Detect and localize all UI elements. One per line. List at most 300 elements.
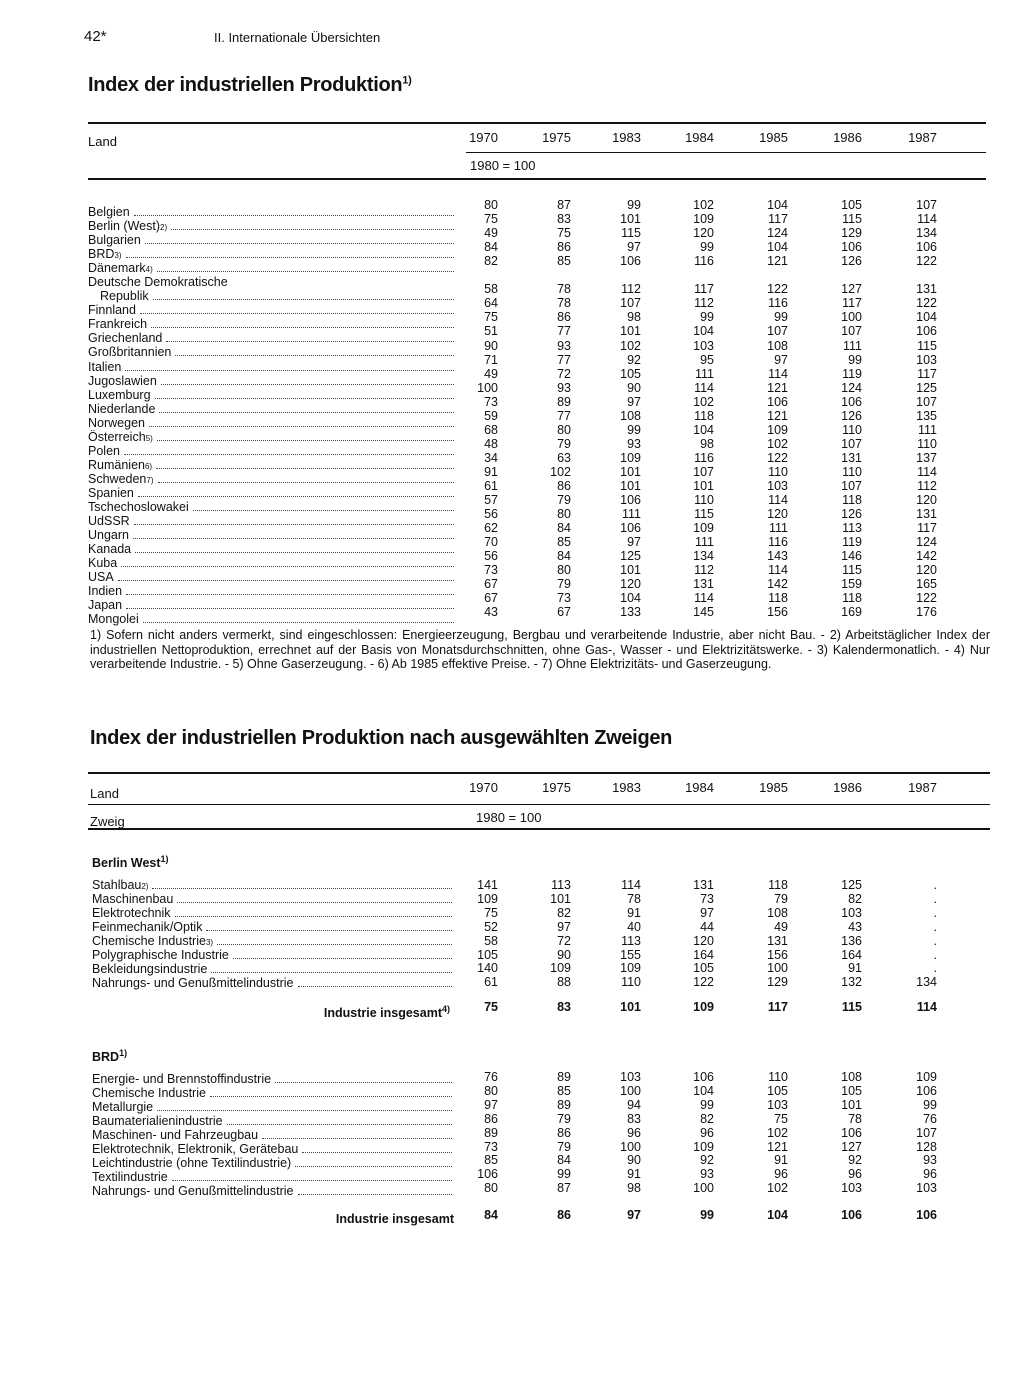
table-cell: 141 xyxy=(477,878,498,892)
table1-title xyxy=(88,74,411,97)
year-header-1984: 1984 xyxy=(685,780,714,795)
table-cell: 106 xyxy=(477,1167,498,1182)
table-cell: 118 xyxy=(694,408,714,423)
table-cell: 165 xyxy=(916,577,937,592)
row-label-text: Norwegen xyxy=(88,415,145,430)
dot-leader xyxy=(134,524,454,525)
row-label-text: Nahrungs- und Genußmittelindustrie xyxy=(92,1184,294,1199)
dot-leader xyxy=(175,916,452,917)
row-footnote-mark: 3) xyxy=(205,938,214,948)
table2-col-label2: Zweig xyxy=(90,814,125,829)
table-cell: 156 xyxy=(767,947,788,962)
table-cell: 62 xyxy=(484,521,498,536)
dot-leader xyxy=(159,412,454,413)
table-cell: . xyxy=(933,878,937,892)
table-cell: . xyxy=(933,919,937,934)
row-label-text: Österreich xyxy=(88,429,146,444)
table-cell: 80 xyxy=(484,1083,498,1098)
table-cell: 84 xyxy=(557,549,571,564)
table-cell: 118 xyxy=(842,493,862,508)
table-cell: 136 xyxy=(841,933,862,948)
row-label-text: Dänemark xyxy=(88,261,146,276)
table-cell: 129 xyxy=(767,975,788,990)
table-cell: 78 xyxy=(557,282,571,297)
table-cell: 77 xyxy=(557,408,571,423)
group1-heading-text: Berlin West xyxy=(92,856,161,871)
row-label-text: USA xyxy=(88,570,114,585)
row-label xyxy=(88,486,460,500)
table1-base: 1980 = 100 xyxy=(470,158,536,173)
table-cell: 90 xyxy=(557,947,571,962)
table-cell: 103 xyxy=(620,1070,641,1084)
table-cell: 126 xyxy=(841,408,862,423)
table-cell: 91 xyxy=(848,961,862,976)
row-label xyxy=(88,612,460,626)
table-cell: 82 xyxy=(484,254,498,269)
table-cell: 99 xyxy=(557,1167,571,1182)
table-cell: 134 xyxy=(916,226,937,241)
table-cell: 99 xyxy=(774,310,788,325)
table-cell: 59 xyxy=(484,408,498,423)
table-cell: 104 xyxy=(693,422,714,437)
row-label-text: Rumänien xyxy=(88,457,145,472)
table-cell: 100 xyxy=(620,1083,641,1098)
table-cell: 72 xyxy=(557,366,571,381)
table-cell: 97 xyxy=(484,1097,498,1112)
table-cell: 96 xyxy=(774,1167,788,1182)
table-cell: 111 xyxy=(842,338,862,353)
row-label xyxy=(92,948,458,962)
table-cell: 120 xyxy=(693,226,714,241)
row-label xyxy=(88,331,460,345)
table-cell: 120 xyxy=(620,577,641,592)
table-cell: 107 xyxy=(620,296,641,311)
table-cell: 49 xyxy=(484,226,498,241)
table-cell: 68 xyxy=(484,422,498,437)
group2-heading-text: BRD xyxy=(92,1050,120,1065)
table-cell: 176 xyxy=(916,605,937,620)
row-label-text: UdSSR xyxy=(88,514,130,529)
row-label xyxy=(92,1086,458,1100)
dot-leader xyxy=(298,1194,453,1195)
table-cell: 98 xyxy=(700,436,714,451)
table-cell: 89 xyxy=(484,1125,498,1140)
table1-col-label: Land xyxy=(88,134,117,149)
table-cell: 118 xyxy=(768,878,788,892)
dot-leader xyxy=(211,972,452,973)
row-label-text: Deutsche Demokratische xyxy=(88,275,228,290)
running-head: II. Internationale Übersichten xyxy=(214,30,381,45)
table-cell: 97 xyxy=(627,394,641,409)
table-cell: 169 xyxy=(841,605,862,620)
table-cell: 86 xyxy=(557,479,571,493)
row-footnote-mark: 5) xyxy=(145,433,153,443)
table-cell: 115 xyxy=(842,212,862,227)
table-cell: . xyxy=(933,947,937,962)
table1-year-rule xyxy=(466,152,986,153)
dot-leader xyxy=(118,580,454,581)
table-cell: 113 xyxy=(551,878,571,892)
table-cell: 114 xyxy=(768,563,788,578)
table-cell: 102 xyxy=(620,338,641,353)
table-cell: 107 xyxy=(767,324,788,339)
table-cell: 121 xyxy=(767,408,788,423)
table-cell: 122 xyxy=(916,254,937,269)
table-cell: 94 xyxy=(627,1097,641,1112)
dot-leader xyxy=(172,1180,452,1181)
table-cell: 125 xyxy=(841,878,862,892)
row-label xyxy=(88,570,460,584)
table-cell: 110 xyxy=(842,422,862,437)
table-cell: 67 xyxy=(557,605,571,620)
total-cell: 106 xyxy=(916,1208,937,1222)
dot-leader xyxy=(233,958,452,959)
table-cell: 164 xyxy=(841,947,862,962)
row-label xyxy=(88,247,460,261)
table-cell: 115 xyxy=(917,338,937,353)
table-cell: 73 xyxy=(484,563,498,578)
table-cell: 142 xyxy=(916,549,937,564)
table-cell: 107 xyxy=(841,479,862,493)
table-cell: . xyxy=(933,933,937,948)
table-cell: 75 xyxy=(484,212,498,227)
table-cell: 114 xyxy=(621,878,641,892)
table-cell: 106 xyxy=(767,394,788,409)
row-label xyxy=(88,542,460,556)
table-cell: 121 xyxy=(767,254,788,269)
table-cell: 114 xyxy=(917,212,937,227)
table-cell: 104 xyxy=(767,198,788,212)
row-label xyxy=(88,430,460,444)
table-cell: 73 xyxy=(484,394,498,409)
table-cell: 110 xyxy=(694,493,714,508)
table-cell: 99 xyxy=(627,198,641,212)
table-cell: 91 xyxy=(627,905,641,920)
table-cell: 112 xyxy=(621,282,641,297)
table-cell: 92 xyxy=(700,1153,714,1168)
table-cell: 75 xyxy=(774,1111,788,1126)
table-cell: 98 xyxy=(627,1181,641,1196)
table1-title-footnote-mark: 1) xyxy=(402,74,412,87)
table-cell: 106 xyxy=(916,240,937,255)
table-cell: 49 xyxy=(484,366,498,381)
table-cell: 86 xyxy=(557,310,571,325)
table-cell: 111 xyxy=(694,366,714,381)
table-cell: 100 xyxy=(767,961,788,976)
row-label xyxy=(88,303,460,317)
table-cell: 109 xyxy=(477,891,498,906)
table-cell: 117 xyxy=(917,366,937,381)
table-cell: 43 xyxy=(848,919,862,934)
table-cell: 106 xyxy=(841,240,862,255)
table-cell: 82 xyxy=(700,1111,714,1126)
row-label-text: Ungarn xyxy=(88,528,129,543)
row-label-text: Polygraphische Industrie xyxy=(92,948,229,963)
table-cell: 114 xyxy=(768,493,788,508)
table-cell: 100 xyxy=(693,1181,714,1196)
dot-leader xyxy=(157,271,454,272)
year-header-1970: 1970 xyxy=(469,780,498,795)
table-cell: 101 xyxy=(620,464,641,479)
dot-leader xyxy=(138,496,454,497)
table-cell: 107 xyxy=(916,394,937,409)
table-cell: 93 xyxy=(923,1153,937,1168)
table-cell: 120 xyxy=(767,507,788,522)
table-cell: 91 xyxy=(484,464,498,479)
table-cell: 101 xyxy=(620,563,641,578)
row-label-text: Frankreich xyxy=(88,317,148,332)
table-cell: 85 xyxy=(484,1153,498,1168)
table-cell: 86 xyxy=(484,1111,498,1126)
table-cell: 34 xyxy=(484,450,498,465)
dot-leader xyxy=(125,370,454,371)
row-label xyxy=(92,1142,458,1156)
table-cell: 125 xyxy=(620,549,641,564)
table-cell: 61 xyxy=(484,975,498,990)
table-cell: 93 xyxy=(557,338,571,353)
table-cell: 58 xyxy=(484,933,498,948)
table-cell: . xyxy=(933,961,937,976)
row-label xyxy=(88,360,460,374)
table-cell: 113 xyxy=(621,933,641,948)
table-cell: 134 xyxy=(916,975,937,990)
table-cell: 114 xyxy=(768,366,788,381)
dot-leader xyxy=(227,1124,452,1125)
dot-leader xyxy=(124,454,454,455)
row-label-text: Elektrotechnik xyxy=(92,906,171,921)
total-cell: 104 xyxy=(767,1208,788,1222)
table-cell: 82 xyxy=(848,891,862,906)
group1-total-label xyxy=(150,1004,450,1020)
table-cell: 104 xyxy=(767,240,788,255)
table-cell: 99 xyxy=(848,352,862,367)
table-cell: 124 xyxy=(916,535,937,550)
table-cell: 109 xyxy=(550,961,571,976)
table-cell: 122 xyxy=(916,591,937,606)
table-cell: 113 xyxy=(842,521,862,536)
table1-header-bottom-rule xyxy=(88,178,986,180)
row-label xyxy=(88,205,460,219)
row-label-text: Textilindustrie xyxy=(92,1170,168,1185)
dot-leader xyxy=(126,608,454,609)
table2-col-label: Land xyxy=(90,786,119,801)
table-cell: 105 xyxy=(477,947,498,962)
table-cell: 108 xyxy=(620,408,641,423)
table-cell: 99 xyxy=(700,240,714,255)
table-cell: 102 xyxy=(693,394,714,409)
table-cell: 140 xyxy=(477,961,498,976)
row-label xyxy=(88,219,460,233)
group1-total-footnote-mark: 4) xyxy=(441,1004,450,1014)
table-cell: 88 xyxy=(557,975,571,990)
table-cell: 106 xyxy=(620,521,641,536)
year-header-1983: 1983 xyxy=(612,780,641,795)
table-cell: 107 xyxy=(841,436,862,451)
row-label xyxy=(92,906,458,920)
table-cell: 131 xyxy=(916,507,937,522)
table-cell: 133 xyxy=(620,605,641,620)
table-cell: 40 xyxy=(627,919,641,934)
table-cell: 87 xyxy=(557,198,571,212)
table-cell: 85 xyxy=(557,535,571,550)
dot-leader xyxy=(298,986,453,987)
table-cell: 115 xyxy=(621,226,641,241)
year-header-1987: 1987 xyxy=(908,130,937,145)
total-cell: 114 xyxy=(916,1000,937,1014)
total-cell: 101 xyxy=(620,1000,641,1014)
year-header-1970: 1970 xyxy=(469,130,498,145)
table-cell: 76 xyxy=(923,1111,937,1126)
dot-leader xyxy=(156,468,454,469)
table-cell: 56 xyxy=(484,507,498,522)
table-cell: 101 xyxy=(620,324,641,339)
dot-leader xyxy=(126,594,454,595)
table-cell: 125 xyxy=(916,380,937,395)
table-cell: 75 xyxy=(557,226,571,241)
row-label xyxy=(88,275,460,289)
table-cell: 71 xyxy=(484,352,498,367)
table-cell: 91 xyxy=(774,1153,788,1168)
table-cell: 127 xyxy=(841,282,862,297)
table-cell: 84 xyxy=(484,240,498,255)
table-cell: 103 xyxy=(693,338,714,353)
table-cell: 84 xyxy=(557,521,571,536)
table-cell: 106 xyxy=(620,493,641,508)
table-cell: 64 xyxy=(484,296,498,311)
table-cell: 101 xyxy=(620,212,641,227)
table-cell: 109 xyxy=(767,422,788,437)
dot-leader xyxy=(157,1110,452,1111)
row-footnote-mark: 2) xyxy=(141,882,149,891)
row-label-text: Maschinen- und Fahrzeugbau xyxy=(92,1128,259,1143)
row-label-text: Bekleidungsindustrie xyxy=(92,962,208,977)
table-cell: 91 xyxy=(627,1167,641,1182)
row-label-text: Leichtindustrie (ohne Textilindustrie) xyxy=(92,1156,292,1171)
table-cell: 145 xyxy=(693,605,714,620)
year-header-1984: 1984 xyxy=(685,130,714,145)
row-footnote-mark: 6) xyxy=(144,461,153,471)
table-cell: 155 xyxy=(620,947,641,962)
table-cell: 76 xyxy=(484,1070,498,1084)
table-cell: 114 xyxy=(917,464,937,479)
table-cell: 111 xyxy=(694,535,714,550)
table-cell: 92 xyxy=(627,352,641,367)
table-cell: 61 xyxy=(484,479,498,493)
table-cell: 99 xyxy=(700,1097,714,1112)
table1-top-rule xyxy=(88,122,986,124)
table-cell: 106 xyxy=(916,1083,937,1098)
table-cell: 110 xyxy=(768,464,788,479)
table-cell: 102 xyxy=(767,1125,788,1140)
dot-leader xyxy=(151,327,454,328)
table-cell: 85 xyxy=(557,254,571,269)
table-cell: 126 xyxy=(841,507,862,522)
table-cell: 89 xyxy=(557,394,571,409)
row-label xyxy=(92,1170,458,1184)
table-cell: 90 xyxy=(627,1153,641,1168)
table-cell: 67 xyxy=(484,591,498,606)
table-cell: 128 xyxy=(916,1139,937,1154)
table-cell: 118 xyxy=(768,591,788,606)
table-cell: 97 xyxy=(627,240,641,255)
table-cell: 119 xyxy=(842,535,862,550)
table-cell: 104 xyxy=(916,310,937,325)
table-cell: 101 xyxy=(550,891,571,906)
table-cell: 105 xyxy=(693,961,714,976)
row-label xyxy=(88,261,460,275)
dot-leader xyxy=(134,215,454,216)
table-cell: 78 xyxy=(848,1111,862,1126)
table2-year-rule xyxy=(88,804,990,805)
table-cell: 89 xyxy=(557,1097,571,1112)
table-cell: 70 xyxy=(484,535,498,550)
total-cell: 99 xyxy=(700,1208,714,1222)
table-cell: 73 xyxy=(557,591,571,606)
table-cell: 126 xyxy=(841,254,862,269)
dot-leader xyxy=(193,510,454,511)
table-cell: 131 xyxy=(841,450,862,465)
table-cell: 111 xyxy=(917,422,937,437)
table-cell: 89 xyxy=(557,1070,571,1084)
table-cell: 48 xyxy=(484,436,498,451)
page-number: 42* xyxy=(84,28,107,45)
table-cell: 116 xyxy=(694,254,714,269)
row-label-text: Schweden xyxy=(88,471,147,486)
table-cell: 115 xyxy=(842,563,862,578)
table-cell: 97 xyxy=(627,535,641,550)
table1-title-text: Index der industriellen Produktion xyxy=(88,74,403,96)
table-cell: 103 xyxy=(767,479,788,493)
row-label-text: Griechenland xyxy=(88,331,163,346)
row-label-text: Chemische Industrie xyxy=(92,934,206,949)
table-cell: 96 xyxy=(627,1125,641,1140)
year-header-1987: 1987 xyxy=(908,780,937,795)
row-label xyxy=(88,416,460,430)
table-cell: 105 xyxy=(841,1083,862,1098)
table-cell: 106 xyxy=(620,254,641,269)
table-cell: 102 xyxy=(767,436,788,451)
dot-leader xyxy=(143,622,454,623)
table-cell: 108 xyxy=(767,338,788,353)
table-cell: 102 xyxy=(767,1181,788,1196)
table-cell: 120 xyxy=(916,493,937,508)
table-cell: 108 xyxy=(841,1070,862,1084)
table-cell: . xyxy=(933,905,937,920)
row-label xyxy=(92,1184,458,1198)
table-cell: 97 xyxy=(774,352,788,367)
year-header-1985: 1985 xyxy=(759,130,788,145)
table-cell: 100 xyxy=(620,1139,641,1154)
row-label-text: Stahlbau xyxy=(92,878,142,892)
table-cell: 109 xyxy=(693,1139,714,1154)
dot-leader xyxy=(175,355,454,356)
row-label xyxy=(88,598,460,612)
table-cell: 124 xyxy=(841,380,862,395)
table-cell: 116 xyxy=(694,450,714,465)
row-label-text: Metallurgie xyxy=(92,1100,154,1115)
table-cell: 114 xyxy=(694,591,714,606)
table-cell: 96 xyxy=(923,1167,937,1182)
year-header-1983: 1983 xyxy=(612,130,641,145)
row-label-text: Japan xyxy=(88,598,123,613)
table-cell: 110 xyxy=(768,1070,788,1084)
row-label-text: Maschinenbau xyxy=(92,892,174,907)
year-header-1985: 1985 xyxy=(759,780,788,795)
dot-leader xyxy=(155,398,454,399)
year-header-1986: 1986 xyxy=(833,130,862,145)
table-cell: 109 xyxy=(620,450,641,465)
table-cell: 86 xyxy=(557,240,571,255)
